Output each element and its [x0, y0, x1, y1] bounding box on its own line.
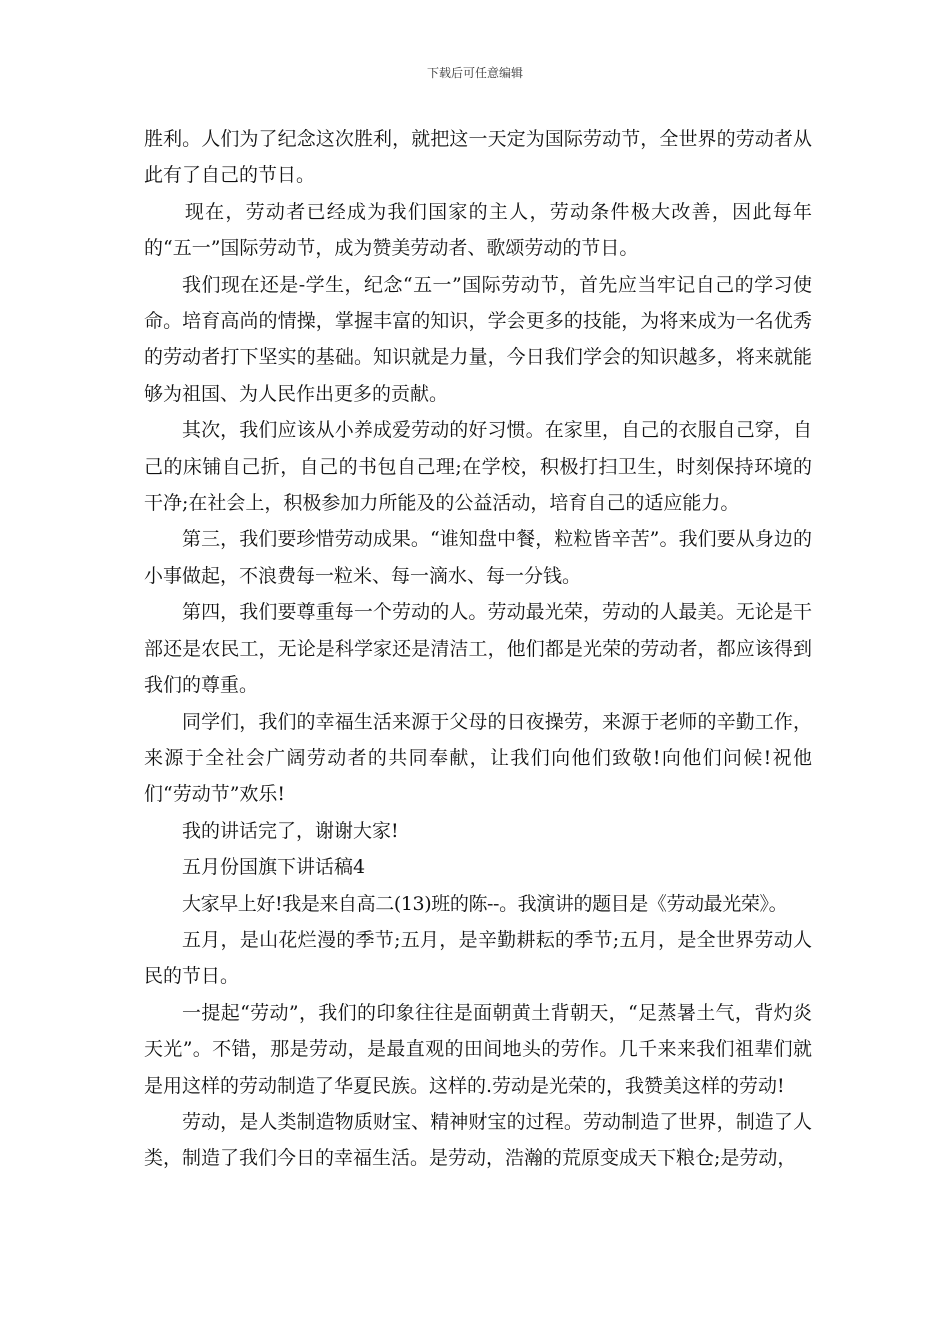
paragraph: 一提起“劳动”，我们的印象往往是面朝黄土背朝天，“足蒸暑土气，背灼炎天光”。不错，那是劳动，是最直观的田间地头的劳作。几千来来我们祖辈们就是用这样的劳动制造了华夏民族。这样的.劳动是光荣的，我赞美这样的劳动! — [144, 1001, 812, 1097]
paragraph: 我的讲话完了，谢谢大家! — [182, 819, 399, 842]
paragraph: 第三，我们要珍惜劳动成果。“谁知盘中餐，粒粒皆辛苦”。我们要从身边的小事做起，不浪费每一粒米、每一滴水、每一分钱。 — [144, 528, 812, 587]
paragraph: 劳动，是人类制造物质财宝、精神财宝的过程。劳动制造了世界，制造了人类，制造了我们今日的幸福生活。是劳动，浩瀚的荒原变成天下粮仓;是劳动， — [144, 1110, 812, 1170]
paragraph: 我们现在还是-学生，纪念“五一”国际劳动节，首先应当牢记自己的学习使命。培育高尚的情操，掌握丰富的知识，学会更多的技能，为将来成为一名优秀的劳动者打下坚实的基础。知识就是力量，今日我们学会的知识越多，将来就能够为祖国、为人民作出更多的贡献。 — [144, 273, 812, 405]
paragraph: 第四，我们要尊重每一个劳动的人。劳动最光荣，劳动的人最美。无论是干部还是农民工，无论是科学家还是清洁工，他们都是光荣的劳动者，都应该得到我们的尊重。 — [144, 601, 812, 697]
paragraph: 大家早上好!我是来自高二(13)班的陈--。我演讲的题目是《劳动最光荣》。 — [182, 892, 788, 915]
paragraph: 五月，是山花烂漫的季节;五月，是辛勤耕耘的季节;五月，是全世界劳动人民的节日。 — [144, 928, 812, 988]
document-body — [144, 121, 812, 1177]
paragraph: 其次，我们应该从小养成爱劳动的好习惯。在家里，自己的衣服自己穿，自己的床铺自己折，自己的书包自己理;在学校，积极打扫卫生，时刻保持环境的干净;在社会上，积极参加力所能及的公益活动，培育自己的适应能力。 — [144, 419, 812, 515]
paragraph: 同学们，我们的幸福生活来源于父母的日夜操劳，来源于老师的辛勤工作，来源于全社会广阔劳动者的共同奉献，让我们向他们致敬!向他们问候!祝他们“劳动节”欢乐! — [144, 710, 812, 806]
page-header-note: 下载后可任意编辑 — [426, 66, 523, 80]
section-heading: 五月份国旗下讲话稿4 — [182, 856, 366, 879]
paragraph: 胜利。人们为了纪念这次胜利，就把这一天定为国际劳动节，全世界的劳动者从此有了自己的节日。 — [144, 128, 812, 187]
paragraph: 现在，劳动者已经成为我们国家的主人，劳动条件极大改善，因此每年的“五一”国际劳动节，成为赞美劳动者、歌颂劳动的节日。 — [144, 200, 812, 260]
